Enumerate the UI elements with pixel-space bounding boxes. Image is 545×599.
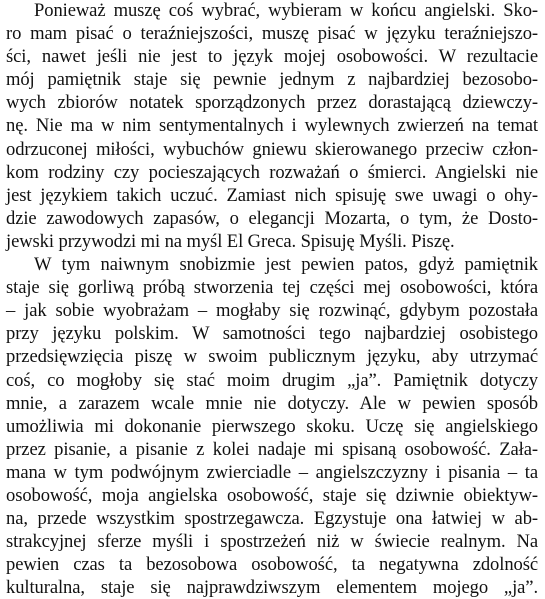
text-line: jewski przywodzi mi na myśl El Greca. Spisuję Myśli. Piszę. — [6, 230, 455, 252]
text-line: kulturalna, staje się najprawdziwszym elementem mojego „ja”. — [6, 577, 538, 599]
text-line: coś, co mogłoby się stać moim drugim „ja”. Pamiętnik dotyczy — [6, 369, 538, 391]
text-line: nę. Nie ma w nim sentymentalnych i wylewnych zwierzeń na temat — [6, 115, 538, 137]
text-line: przedsięwzięcia piszę w swoim publicznym języku, aby utrzymać — [6, 346, 538, 368]
text-line: dzie zawodowych zapasów, o elegancji Mozarta, o tym, że Dosto- — [6, 207, 538, 229]
text-line: kom rodziny czy pocieszających rozważań o śmierci. Angielski nie — [6, 161, 538, 183]
text-line: W tym naiwnym snobizmie jest pewien patos, gdyż pamiętnik — [34, 254, 538, 276]
text-line: wych zbiorów notatek sporządzonych przez dorastającą dziewczy- — [6, 92, 538, 114]
text-line: pewien czas ta bezosobowa osobowość, ta negatywna zdolność — [6, 554, 538, 576]
text-line: na, przede wszystkim spostrzegawcza. Egzystuje ona łatwiej w ab- — [6, 508, 538, 530]
text-line: mój pamiętnik staje się pewnie jednym z najbardziej bezosobo- — [6, 69, 538, 91]
text-line: ści, nawet jeśli nie jest to język mojej osobowości. W rezultacie — [6, 46, 538, 68]
text-line: staje się gorliwą próbą stworzenia tej części mej osobowości, która — [6, 277, 538, 299]
paragraph-2 — [6, 254, 538, 599]
text-line: mnie, a zarazem wcale mnie nie dotyczy. Ale w pewien sposób — [6, 392, 538, 414]
text-line: ro mam pisać o teraźniejszości, muszę pisać w języku teraźniejszo- — [6, 23, 538, 45]
text-line: Ponieważ muszę coś wybrać, wybieram w końcu angielski. Sko- — [34, 0, 538, 21]
text-line: umożliwia mi dokonanie pierwszego skoku. Uczę się angielskiego — [6, 415, 538, 437]
text-line: przy języku polskim. W samotności tego najbardziej osobistego — [6, 323, 538, 345]
text-line: jest językiem takich uczuć. Zamiast nich spisuję swe uwagi o ohy- — [6, 184, 538, 206]
book-page — [6, 0, 538, 599]
text-line: mana w tym podwójnym zwierciadle – angielszczyzny i pisania – ta — [6, 461, 538, 483]
text-line: – jak sobie wyobrażam – mogłaby się rozwinąć, gdybym pozostała — [6, 300, 538, 322]
text-line: przez pisanie, a pisanie z kolei nadaje mi spisaną osobowość. Zała- — [6, 438, 538, 460]
text-line: strakcyjnej sferze myśli i spostrzeżeń niż w świecie realnym. Na — [6, 531, 538, 553]
text-line: odrzuconej miłości, wybuchów gniewu skierowanego przeciw człon- — [6, 138, 538, 160]
text-line: osobowość, moja angielska osobowość, staje się dziwnie obiektyw- — [6, 484, 538, 506]
paragraph-1 — [6, 0, 538, 253]
